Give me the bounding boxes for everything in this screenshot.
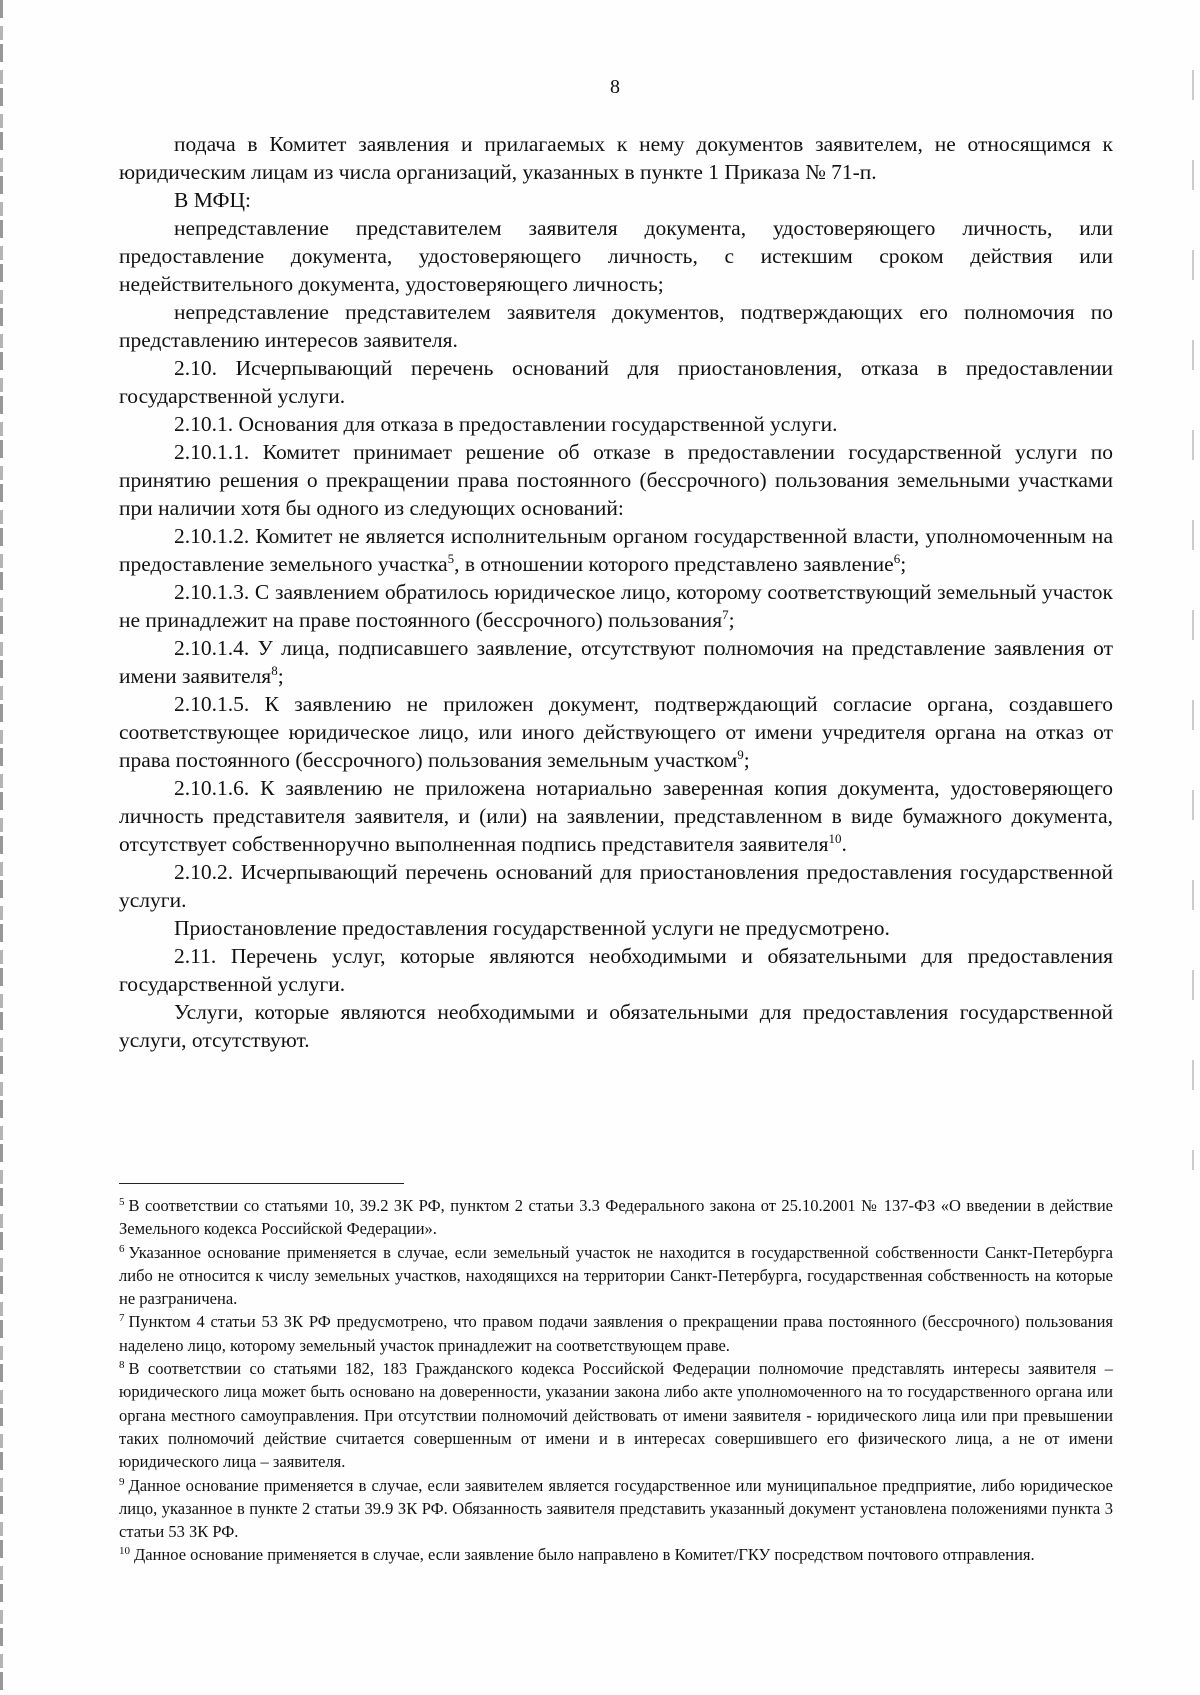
paragraph: В МФЦ: [174, 188, 252, 212]
paragraph: непредставление представителем заявителя документов, подтверждающих его полномочия по представлению интересов заявителя. [119, 300, 1113, 352]
footnote-number: 8 [119, 1359, 125, 1372]
paragraph [119, 578, 1113, 634]
body-text [119, 130, 1113, 1054]
paragraph: 2.10.2. Исчерпывающий перечень оснований для приостановления предоставления государственной услуги. [119, 860, 1113, 912]
paragraph: 2.10. Исчерпывающий перечень оснований для приостановления, отказа в предоставлении государственной услуги. [119, 356, 1113, 408]
paragraph: 2.10.1. Основания для отказа в предоставлении государственной услуги. [174, 412, 838, 436]
paragraph-text: . [841, 832, 847, 856]
paragraph [119, 774, 1113, 858]
footnote [119, 1474, 1113, 1544]
paragraph [119, 690, 1113, 774]
footnote [119, 1543, 1113, 1566]
paragraph-text: , в отношении которого представлено заявление [454, 552, 894, 576]
page-number: 8 [610, 76, 620, 98]
footnote-ref: 7 [722, 607, 729, 622]
paragraph: 2.10.1.1. Комитет принимает решение об отказе в предоставлении государственной услуги по принятию решения о прекращении права постоянного (бессрочного) пользования земельными участками при наличии хотя бы одного из следующих оснований: [119, 440, 1113, 520]
paragraph: подача в Комитет заявления и прилагаемых к нему документов заявителем, не относящимся к юридическим лицам из числа организаций, указанных в пункте 1 Приказа № 71-п. [119, 132, 1113, 184]
footnotes [119, 1194, 1113, 1567]
footnote [119, 1241, 1113, 1311]
paragraph: Приостановление предоставления государственной услуги не предусмотрено. [174, 916, 890, 940]
paragraph-text: ; [728, 608, 735, 632]
paragraph [119, 634, 1113, 690]
footnote-ref: 9 [737, 747, 744, 762]
paragraph-text: 2.10.1.3. С заявлением обратилось юридическое лицо, которому соответствующий земельный участок не принадлежит на праве постоянного (бессрочного) пользования [119, 580, 1113, 632]
footnote-separator [119, 1183, 404, 1184]
paragraph-text: 2.10.1.2. Комитет не является исполнительным органом государственной власти, уполномоченным на предоставление земельного участка [119, 524, 1113, 576]
footnote-number: 9 [119, 1475, 125, 1488]
footnote-text: В соответствии со статьями 182, 183 Гражданского кодекса Российской Федерации полномочие представлять интересы заявителя – юридического лица может быть основано на доверенности, указании закона либо акте уполномоченного на то государственного органа или органа местного самоуправления. При отсутствии полномочий действовать от имени заявителя - юридического лица или при превышении таких полномочий действие считается совершенным от имени и в интересах совершившего его физического лица, а не от имени юридического лица – заявителя. [119, 1359, 1113, 1472]
paragraph: Услуги, которые являются необходимыми и обязательными для предоставления государственной услуги, отсутствуют. [119, 1000, 1113, 1052]
footnote-ref: 5 [447, 551, 455, 566]
paragraph-text: ; [277, 664, 284, 688]
footnote-number: 7 [119, 1312, 125, 1325]
paragraph-text: ; [900, 552, 907, 576]
footnote-text: Данное основание применяется в случае, если заявление было направлено в Комитет/ГКУ посредством почтового отправления. [134, 1545, 1035, 1565]
footnote-text: Данное основание применяется в случае, если заявителем является государственное или муниципальное предприятие, либо юридическое лицо, указанное в пункте 2 статьи 39.9 ЗК РФ. Обязанность заявителя представить указанный документ установлена положениями пункта 3 статьи 53 ЗК РФ. [119, 1475, 1113, 1542]
scan-edge-right [1192, 70, 1194, 1170]
footnote-ref: 10 [828, 831, 842, 846]
paragraph-text: 2.10.1.6. К заявлению не приложена нотариально заверенная копия документа, удостоверяющего личность представителя заявителя, и (или) на заявлении, представленном в виде бумажного документа, отсутствует собственноручно выполненная подпись представителя заявителя [119, 776, 1113, 856]
footnote [119, 1357, 1113, 1473]
paragraph: 2.11. Перечень услуг, которые являются необходимыми и обязательными для предоставления государственной услуги. [119, 944, 1113, 996]
footnote [119, 1194, 1113, 1241]
paragraph: непредставление представителем заявителя документа, удостоверяющего личность, или предоставление документа, удостоверяющего личность, с истекшим сроком действия или недействительного документа, удостоверяющего личность; [119, 216, 1113, 296]
footnote-number: 5 [119, 1196, 125, 1208]
footnote-number: 6 [119, 1242, 125, 1255]
paragraph [119, 522, 1113, 578]
paragraph-text: 2.10.1.5. К заявлению не приложен документ, подтверждающий согласие органа, создавшего соответствующее юридическое лицо, или иного действующего от имени учредителя органа на отказ от права постоянного (бессрочного) пользования земельным участком [119, 692, 1113, 772]
footnote-number: 10 [119, 1545, 130, 1558]
footnote [119, 1310, 1113, 1357]
paragraph-text: 2.10.1.4. У лица, подписавшего заявление, отсутствуют полномочия на представление заявления от имени заявителя [119, 636, 1113, 688]
footnote-ref: 6 [893, 551, 901, 566]
footnote-text: В соответствии со статьями 10, 39.2 ЗК РФ, пунктом 2 статьи 3.3 Федерального закона от 25.10.2001 № 137-ФЗ «О введении в действие Земельного кодекса Российской Федерации». [119, 1196, 1113, 1239]
paragraph-text: ; [743, 748, 750, 772]
footnote-text: Указанное основание применяется в случае, если земельный участок не находится в государственной собственности Санкт-Петербурга либо не относится к числу земельных участков, находящихся на территории Санкт-Петербурга, государственная собственность на которые не разграничена. [119, 1242, 1113, 1309]
footnote-text: Пунктом 4 статьи 53 ЗК РФ предусмотрено, что правом подачи заявления о прекращении права постоянного (бессрочного) пользования наделено лицо, которому земельный участок принадлежит на соответствующем праве. [119, 1312, 1113, 1355]
footnote-ref: 8 [271, 663, 278, 678]
scan-edge-left [0, 0, 3, 1695]
